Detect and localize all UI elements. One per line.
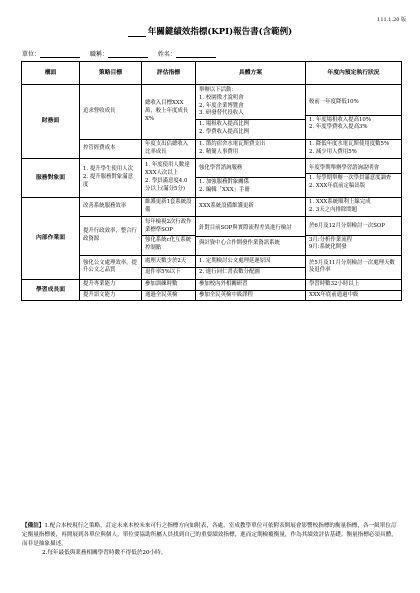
expected-cell xyxy=(306,158,402,197)
expected-line: 2. 年度學費收入提高3% xyxy=(309,124,368,131)
plan-cell xyxy=(196,139,306,158)
note-1-text: 1.配合本校現行之策略，訂定未來本校未來可行之指標方向如附表，各處、室成教學單位可依附表開展會影響校指標的衡量指標，各一級單位訂定衡量指標後，再開展到各單位與個人，單位要協助所屬人員找到自己的重要績效指標，進而定期檢覆衡量，作為其績效評估基礎。衡量指標必須具體，而非是抽象描述。 xyxy=(22,523,397,547)
note-1 xyxy=(22,522,400,549)
header-strategy: 策略目標 xyxy=(80,62,142,85)
expected-cell xyxy=(306,139,402,158)
indicator-line: 強化系統c化互系統控制點 xyxy=(145,237,192,252)
title-text: 年關鍵績效指標(KPI)報告書(含範例) xyxy=(147,27,293,37)
indicator-line: 處理天數少於2天 xyxy=(142,257,195,268)
plan-line: 2. 精簡人事費用 xyxy=(199,148,239,155)
plan-line: 3. 研發替代役收入 xyxy=(199,110,244,117)
plan-cell xyxy=(196,216,306,255)
expected-line: 3月:分析作業流程 xyxy=(309,236,352,243)
expected-cell xyxy=(306,85,402,140)
table-row xyxy=(22,158,402,197)
indicator-line: 每年檢視2次行政作業標準SOP xyxy=(142,218,195,237)
strategy-cell: 提升專業能力 xyxy=(80,279,142,290)
table-row xyxy=(22,279,402,290)
indicator-cell xyxy=(142,158,196,197)
indicator-cell: 參加訓練時數 xyxy=(142,279,196,290)
strategy-cell: 改善系統服務效率 xyxy=(80,198,142,217)
header-fields xyxy=(22,49,224,58)
expected-cell: XXX年底前通過中級 xyxy=(306,290,402,301)
indicator-cell xyxy=(142,216,196,255)
version-label: 111.1.20 版 xyxy=(377,17,406,23)
table-row xyxy=(22,85,402,140)
job-title-label: 職稱： xyxy=(89,51,108,58)
strategy-cell: 控管經費成本 xyxy=(80,139,142,158)
expected-line: 2. 減少用人費用5% xyxy=(309,148,357,155)
indicator-line: 2. 學員滿意度4.0分以上(滿分5分) xyxy=(145,177,188,192)
expected-line: 較前一年度降低10% xyxy=(306,91,401,116)
expected-line: 1. 年度場租收入提高10% xyxy=(309,116,371,123)
plan-line: 1. 校園徵才說明會 xyxy=(199,94,244,101)
plan-line: 2. 編輯「XXX」手冊 xyxy=(199,187,250,194)
note-2: 2.每年最低與業務相關學習時數不得低於20小時。 xyxy=(42,549,167,556)
name-field[interactable] xyxy=(176,51,216,58)
year-blank[interactable] xyxy=(128,28,146,37)
job-title-field[interactable] xyxy=(108,51,148,58)
plan-line: 舉辦以下活動： xyxy=(199,87,237,93)
indicator-line: 退件率5%以下 xyxy=(145,268,181,275)
kpi-table xyxy=(21,61,402,301)
plan-line: 1. 場租收入提高比例 xyxy=(199,121,249,128)
indicator-line: 1. 年度使用人數達XXX人次以上 xyxy=(145,162,190,177)
plan-line: 針對目前SOP與實際流程差異進行檢討 xyxy=(196,221,305,238)
strategy-cell: 強化公文處理效率，提升公文之品質 xyxy=(80,256,142,280)
plan-line: 2. 進行同仁書表數分配圖 xyxy=(199,268,260,275)
header-indicator: 評估指標 xyxy=(142,62,196,85)
plan-cell xyxy=(196,85,306,140)
strategy-line: 2. 提升服務對象滿意度 xyxy=(83,173,133,188)
table-header-row xyxy=(22,62,402,85)
facet-cell: 財務面 xyxy=(22,85,80,159)
expected-line: 2. XXX年底前定稿出版 xyxy=(309,183,366,190)
indicator-cell: 年度支出佔總收入比率成長 xyxy=(142,139,196,158)
indicator-cell: 總收入目標XXX萬，較上年度成長X% xyxy=(142,85,196,140)
expected-cell xyxy=(306,216,402,255)
facet-cell: 學習成長面 xyxy=(22,279,80,301)
expected-line: 1. XXX系統順利上線完成 xyxy=(309,199,371,206)
indicator-cell xyxy=(142,256,196,280)
plan-line: 2. 學費收入提高比例 xyxy=(199,129,249,136)
plan-cell: 參加全民英檢中級譯程 xyxy=(196,290,306,301)
expected-cell: 於5月及11月分別檢討一次處理天數及退件率 xyxy=(306,256,402,280)
unit-label: 單位： xyxy=(22,51,41,58)
expected-line: 9月:系統化開發 xyxy=(309,244,347,251)
expected-line: 2. 3天之內排除問題 xyxy=(309,206,358,213)
strategy-line: 1. 提升學生使用人次 xyxy=(83,166,133,173)
strategy-cell: 提升行政效率，整合行政資源 xyxy=(80,216,142,255)
plan-line: 1. 節約宿舍水電瓦斯費支出 xyxy=(199,140,266,147)
table-row xyxy=(22,198,402,217)
plan-line: 2. 年度企業博覽會 xyxy=(199,102,244,109)
facet-cell: 內部作業面 xyxy=(22,198,80,280)
expected-line: 1. 每學期舉辦一次學員滿意度調查 xyxy=(309,175,392,182)
plan-line: 強化學習諮詢服務 xyxy=(196,160,305,179)
strategy-cell: 追求營收成長 xyxy=(80,85,142,140)
plan-cell xyxy=(196,256,306,280)
header-facet: 構面 xyxy=(22,62,80,85)
header-plan: 具體方案 xyxy=(196,62,306,85)
unit-field[interactable] xyxy=(40,51,80,58)
plan-line: 與計資中心合作開發作業資訊系統 xyxy=(199,240,280,247)
plan-cell: 參加校內外相關研習 xyxy=(196,279,306,290)
strategy-cell xyxy=(80,158,142,197)
name-label: 姓名： xyxy=(157,51,176,58)
indicator-cell: 通過全民英檢 xyxy=(142,290,196,301)
expected-line: 1. 降低年度水電瓦斯使用度數5% xyxy=(309,140,390,147)
page-title xyxy=(0,25,420,37)
header-expected: 年度內預定執行狀況 xyxy=(306,62,402,85)
expected-line: 年度學期舉辦學習諮詢說明會 xyxy=(306,164,401,175)
plan-cell: XXX系統設備維護更新 xyxy=(196,198,306,217)
facet-cell: 服務對象面 xyxy=(22,158,80,197)
plan-line: 1. 定期檢討公文處理延遲原因 xyxy=(196,257,305,268)
notes-section xyxy=(22,522,400,558)
plan-cell xyxy=(196,158,306,197)
notes-label: 【備註】 xyxy=(22,523,45,529)
strategy-cell: 提升語文能力 xyxy=(80,290,142,301)
expected-cell xyxy=(306,198,402,217)
expected-line: 於6月及12月分別檢討一次SOP xyxy=(306,219,401,236)
indicator-cell: 維護更新1套系統設備 xyxy=(142,198,196,217)
plan-line: 1. 加強服務對象關係 xyxy=(199,179,249,186)
expected-cell: 學習時數32小時以上 xyxy=(306,279,402,290)
